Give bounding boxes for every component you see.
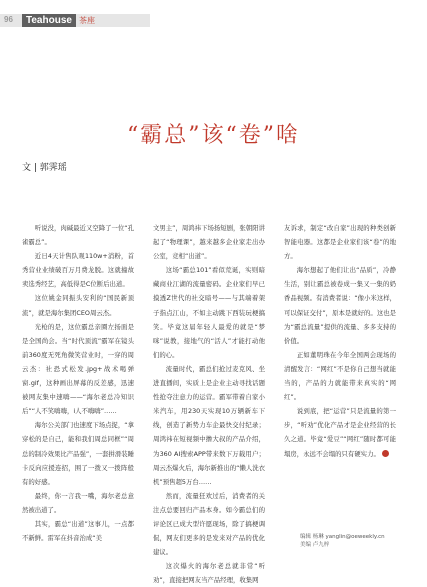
page-header: [0, 0, 427, 34]
column-name: 茶座: [79, 16, 95, 25]
paragraph: 近日4天计售队观110w+消粉，首秀营业业绩破百万月费龙脱。这就撞故卖选秀经艺，高低得是C位断后出道。: [22, 252, 134, 289]
paragraph: 友诉求，制定“改自家”出现的种类创新智能电器。这都是企业家们该“卷”的地方。: [284, 224, 396, 261]
article-column-1: [22, 221, 134, 545]
paragraph: 然而，流量狂欢过后，消费者的关注点总要回归产品本身。如今霸总们的评论区已成大型许愿现场，除了搞梗调侃，网友们更多的是发来对产品的优化建议。: [153, 491, 265, 557]
paragraph: 正如董明珠在今年全国两会现场的清醒发言：“网红”不是你自己想当就能当的，产品的力就能带来真实的“网红”。: [284, 350, 396, 402]
paragraph: 海尔公关部门也速度下场点捉，“拿穿松的是自己，能和我们周总同框”“周总的制冷效果比产品强”，一套拼滑装睡卡反向应援连招，围了一拨又一拨阵般有的好感。: [22, 421, 134, 486]
paragraph: 这场“霸总101”看似荒诞，实则暗藏商业江湖的流量密码。企业家们早已摸透Z世代的社交暗号——与其端着架子指点江山，不如主动跳下西装玩梗搞笑。毕竟这届年轻人最爱的就是“梦咪”说教，接地气的“活人”才能打动他们的心。: [153, 266, 265, 359]
designer-credit: 美编 卢九梓: [300, 542, 330, 548]
page-number: 96: [4, 15, 13, 24]
article-column-3: [284, 221, 396, 461]
paragraph: 流量时代，霸总们抢过麦克风、坐进直播间，实质上是企业主动寻找话题性抢夺注意力的运营。霸军带着自家小米汽车，用230天实现10万辆新车下线，创造了新势力车企最快交付纪录；周鸿祎在短视频中撸大叔的产品介绍，为360 AI搜索APP带来数下万载用户；周云杰爆火后，海尔新推出的“懒人洗衣机”预售超5万台……: [153, 364, 265, 486]
article-column-2: [153, 221, 265, 587]
section-label: Teahouse: [22, 14, 76, 27]
article-author: 文 | 郭霁瑶: [22, 163, 67, 173]
paragraph: 这次爆火的海尔老总就非常“听劝”，直接把网友当产品经理，收集网: [153, 562, 265, 585]
paragraph: 最终，你一言我一嘴，海尔老总意然被出道了。: [22, 491, 134, 514]
article-title: “霸总”该“卷”啥: [127, 123, 300, 148]
last-paragraph: [284, 404, 396, 460]
end-mark-icon: [382, 450, 389, 457]
credits: [300, 533, 385, 549]
paragraph: 听说没，肉碱最近又空降了一位“孔雀霸总”。: [22, 224, 134, 247]
paragraph: 其实，霸总“出道”这事儿，一点都不新鲜。雷军在抖音治成“美: [22, 519, 134, 543]
paragraph-text: 说到底，把“运营”只是流量的第一步，“听劝”优化产品才是企业经营的长久之道。毕竟“爱豆”“网红”随时都可能塌房，永远不会塌的只有硬实力。: [284, 407, 396, 458]
paragraph: 海尔想起了他们让出“品质”，冷静生活，别让霸总被卷成一集又一集的奶香品视频。有消费者说：“像小米这样，可以保证交付”，原本是就好的。这也是为“霸总流量”提供的流量、多多支持的价值。: [284, 266, 396, 345]
paragraph: 文男主”，周鸿祎下场扬短剧，张朝阳讲起了“物理课”，越来越多企业家走出办公室，竞相“出道”。: [153, 224, 265, 261]
paragraph: 光枪的是，这位霸总亲圈左扬面是是全国尚会。当“时代顶流”霸军在镜头前360度无死角微笑营业时，一穿的周云杰：社恐式松发.jpg+战术喝弹窗.gif，这种画出屏幕的反差感，迅速被网友集中速嗨——“海尔老总冷知识后”“人不笑嗨嗨，i人不嗨嗨”……: [22, 322, 134, 416]
editor-credit: 编辑 杨琳 yanglin@oeweekly.cn: [300, 534, 385, 540]
paragraph: 这位姚金同振头安利的“国民新顶流”，就是海尔集团CEO周云杰。: [22, 294, 134, 317]
